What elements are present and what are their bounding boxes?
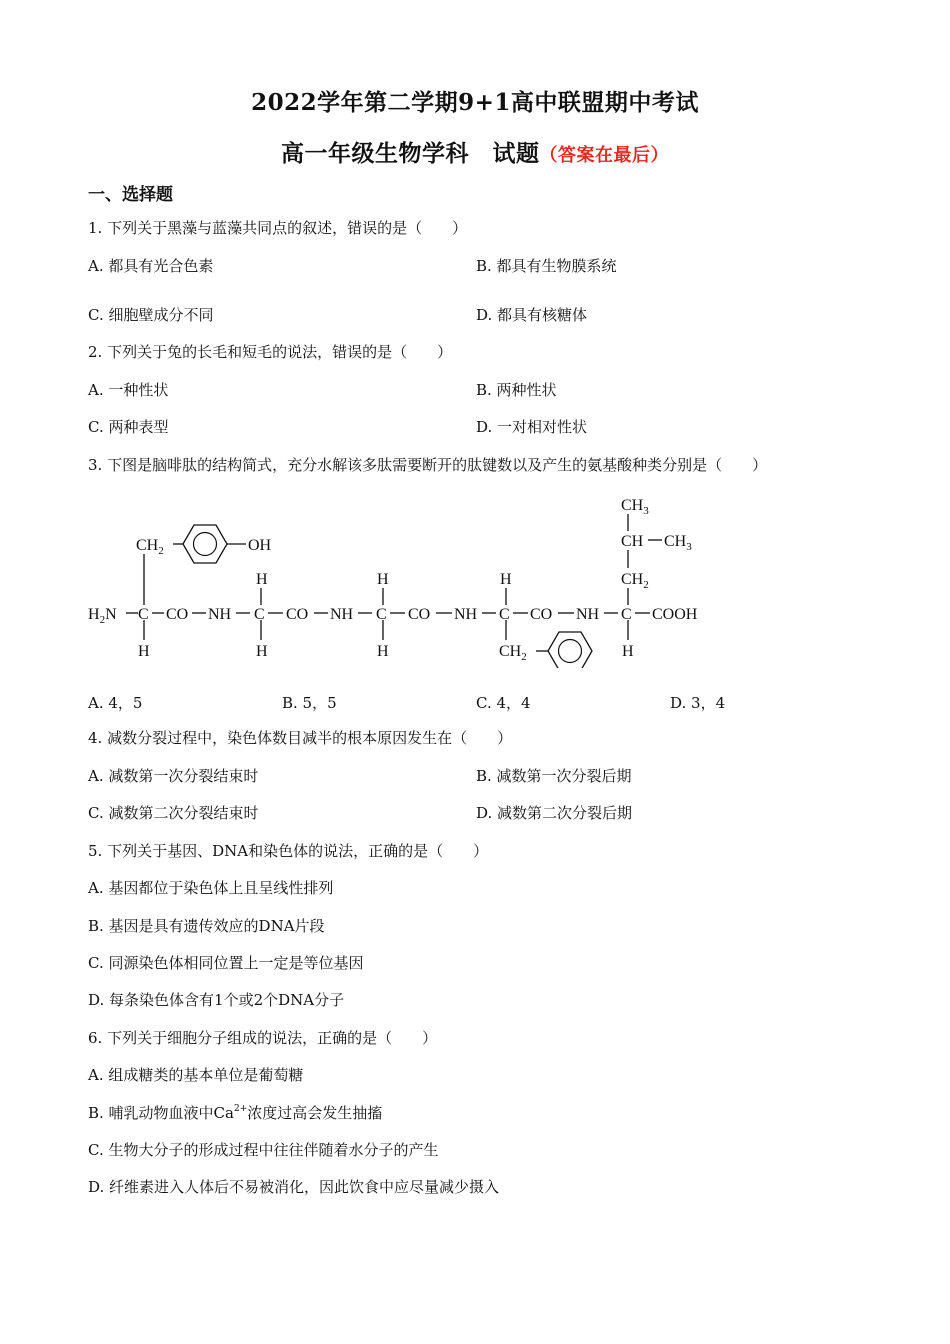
ch3-top: $CH_3$ (621, 497, 649, 517)
exam-subtitle (0, 135, 950, 168)
question-4-stem: 4. 减数分裂过程中，染色体数目减半的根本原因发生在（ ） (88, 729, 513, 747)
q6-option-b: B. 哺乳动物血液中$Ca^{2+}$浓度过高会发生抽搐 (88, 1104, 383, 1122)
question-3-stem: 3. 下图是脑啡肽的结构简式，充分水解该多肽需要断开的肽键数以及产生的氨基酸种类分别是（ ） (88, 456, 768, 474)
h-bottom-3: H (377, 643, 389, 660)
h-bottom-1: H (138, 643, 150, 660)
q5-option-c: C. 同源染色体相同位置上一定是等位基因 (88, 954, 364, 972)
ch3-side: $CH_3$ (664, 533, 692, 553)
alpha-carbon-4: C (499, 606, 510, 623)
co-2: CO (286, 606, 309, 623)
q3-option-a: A. 4，5 (88, 694, 143, 712)
h-bottom-5: H (622, 643, 634, 660)
q5-option-a: A. 基因都位于染色体上且呈线性排列 (88, 879, 334, 897)
q5-option-d: D. 每条染色体含有1个或2个DNA分子 (88, 991, 345, 1009)
q4-option-a: A. 减数第一次分裂结束时 (88, 767, 259, 785)
amino-terminus: $H_2N$ (88, 606, 117, 626)
benzene-ring-2 (548, 632, 592, 668)
q2-option-b: B. 两种性状 (476, 381, 557, 399)
section-heading: 一、选择题 (88, 185, 173, 205)
co-1: CO (166, 606, 189, 623)
nh-3: NH (454, 606, 478, 623)
cooh-label: COOH (652, 606, 698, 623)
q1-option-a: A. 都具有光合色素 (88, 257, 214, 275)
answer-note: （答案在最后） (539, 145, 669, 166)
enkephalin-structure (80, 488, 720, 668)
q2-option-c: C. 两种表型 (88, 418, 169, 436)
q1-option-d: D. 都具有核糖体 (476, 306, 588, 324)
nh-1: NH (208, 606, 232, 623)
subject-title: 高一年级生物学科 试题 (281, 140, 540, 167)
q6-option-d: D. 纤维素进入人体后不易被消化，因此饮食中应尽量减少摄入 (88, 1178, 500, 1196)
q5-option-b: B. 基因是具有遗传效应的DNA片段 (88, 917, 325, 935)
q2-option-a: A. 一种性状 (88, 381, 169, 399)
q6-option-a: A. 组成糖类的基本单位是葡萄糖 (88, 1066, 304, 1084)
q3-option-b: B. 5，5 (282, 694, 337, 712)
ch2-label-1: $CH_2$ (136, 537, 164, 557)
alpha-carbon-3: C (376, 606, 387, 623)
q1-option-b: B. 都具有生物膜系统 (476, 257, 617, 275)
alpha-carbon-5: C (621, 606, 632, 623)
h-top-4: H (500, 571, 512, 588)
alpha-carbon-2: C (254, 606, 265, 623)
nh-4: NH (576, 606, 600, 623)
h-top-2: H (256, 571, 268, 588)
q6-option-c: C. 生物大分子的形成过程中往往伴随着水分子的产生 (88, 1141, 439, 1159)
q4-option-d: D. 减数第二次分裂后期 (476, 804, 633, 822)
alpha-carbon-1: C (138, 606, 149, 623)
q1-option-c: C. 细胞壁成分不同 (88, 306, 214, 324)
question-2-stem: 2. 下列关于兔的长毛和短毛的说法，错误的是（ ） (88, 343, 453, 361)
benzene-ring-1 (183, 525, 227, 563)
ch2-label-4: $CH_2$ (499, 643, 527, 663)
q3-option-d: D. 3，4 (670, 694, 726, 712)
q4-option-b: B. 减数第一次分裂后期 (476, 767, 632, 785)
h-bottom-2: H (256, 643, 268, 660)
q4-option-c: C. 减数第二次分裂结束时 (88, 804, 259, 822)
oh-label: OH (248, 537, 272, 554)
co-3: CO (408, 606, 431, 623)
h-top-3: H (377, 571, 389, 588)
co-4: CO (530, 606, 553, 623)
question-5-stem: 5. 下列关于基因、DNA和染色体的说法，正确的是（ ） (88, 842, 489, 860)
nh-2: NH (330, 606, 354, 623)
question-6-stem: 6. 下列关于细胞分子组成的说法，正确的是（ ） (88, 1029, 438, 1047)
q3-option-c: C. 4，4 (476, 694, 531, 712)
exam-title: 2022学年第二学期9+1高中联盟期中考试 (251, 89, 699, 116)
q2-option-d: D. 一对相对性状 (476, 418, 588, 436)
ch-branch: CH (621, 533, 644, 550)
ch2-label-5: $CH_2$ (621, 571, 649, 591)
question-1-stem: 1. 下列关于黑藻与蓝藻共同点的叙述，错误的是（ ） (88, 219, 468, 237)
